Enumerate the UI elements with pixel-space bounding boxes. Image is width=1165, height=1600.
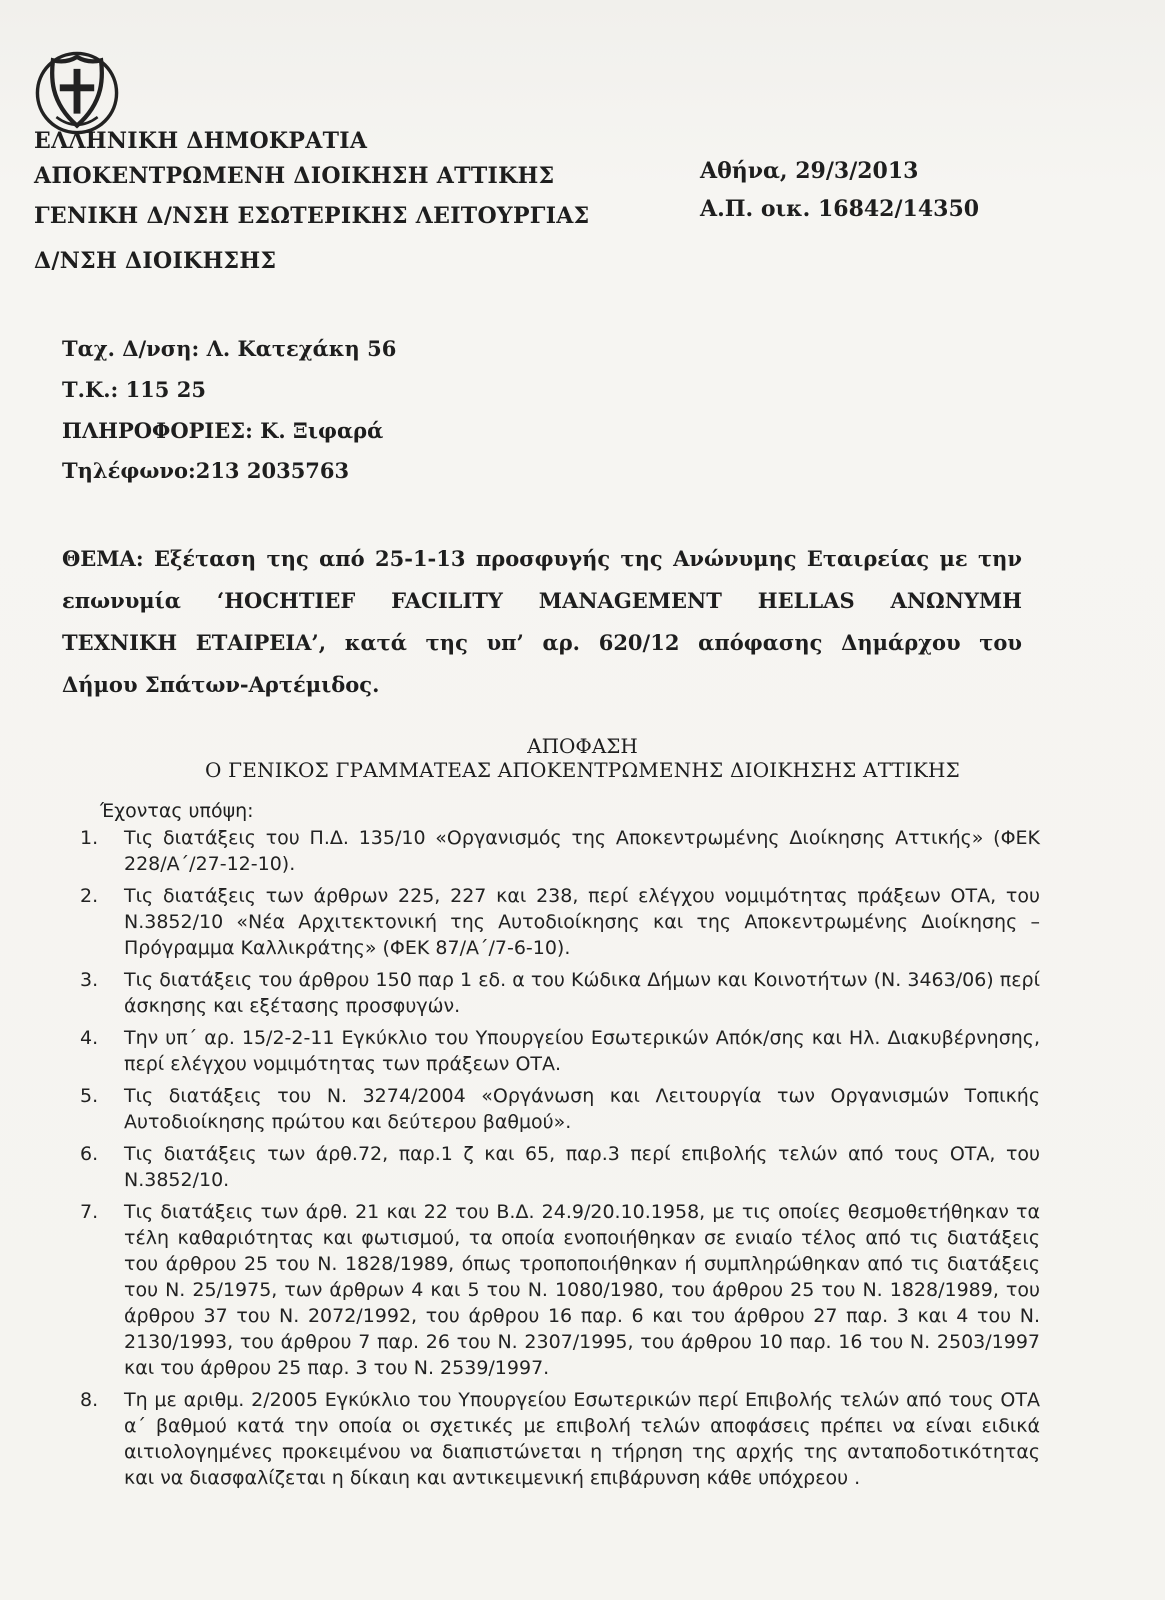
postal-address: Ταχ. Δ/νση: Λ. Κατεχάκη 56 [62, 336, 397, 361]
considerations-list [80, 825, 1040, 1497]
information-contact: ΠΛΗΡΟΦΟΡΙΕΣ: Κ. Ξιφαρά [62, 418, 384, 443]
decision-title: ΑΠΟΦΑΣΗ [527, 734, 638, 758]
given-intro: Έχοντας υπόψη: [100, 800, 254, 822]
document-date: Αθήνα, 29/3/2013 [700, 158, 919, 184]
header-directorate-general: ΓΕΝΙΚΗ Δ/ΝΣΗ ΕΣΩΤΕΡΙΚΗΣ ΛΕΙΤΟΥΡΓΙΑΣ [34, 203, 590, 229]
subject-line: ΘΕΜΑ: Εξέταση της από 25-1-13 προσφυγής της Ανώνυμης Εταιρείας με την [62, 546, 1022, 571]
header-country: ΕΛΛΗΝΙΚΗ ΔΗΜΟΚΡΑΤΙΑ [34, 128, 368, 154]
subject-line: Δήμου Σπάτων-Αρτέμιδος. [62, 672, 380, 697]
postal-code: Τ.Κ.: 115 25 [62, 377, 206, 402]
subject-line: επωνυμία ‘HOCHTIEF FACILITY MANAGEMENT HELLAS ΑΝΩΝΥΜΗ [62, 588, 1022, 613]
subject-block [62, 538, 1022, 706]
list-item: 3. Τις διατάξεις του άρθρου 150 παρ 1 εδ. α του Κώδικα Δήμων και Κοινοτήτων (Ν. 3463/06) περί άσκησης και εξέτασης προσφυγών. [80, 969, 1040, 1017]
subject-line: ΤΕΧΝΙΚΗ ΕΤΑΙΡΕΙΑ’, κατά της υπ’ αρ. 620/12 απόφασης Δημάρχου του [62, 630, 1022, 655]
list-item: 8. Τη με αριθμ. 2/2005 Εγκύκλιο του Υπουργείου Εσωτερικών περί Επιβολής τελών από τους ΟΤΑ α΄ βαθμού κατά την οποία οι σχετικές με επιβολή τελών αποφάσεις πρέπει να είναι ειδικά αιτιολογημένες προκειμένου να διαπιστώνεται η τήρηση της αρχής της ανταποδοτικότητας και να διασφαλίζεται η δίκαιη και αντικειμενική επιβάρυνση κάθε υπόχρεου . [80, 1389, 1040, 1489]
list-item: 6. Τις διατάξεις των άρθ.72, παρ.1 ζ και 65, παρ.3 περί επιβολής τελών από τους ΟΤΑ, του Ν.3852/10. [80, 1143, 1040, 1191]
header-directorate: Δ/ΝΣΗ ΔΙΟΙΚΗΣΗΣ [34, 248, 277, 274]
list-item: 5. Τις διατάξεις του Ν. 3274/2004 «Οργάνωση και Λειτουργία των Οργανισμών Τοπικής Αυτοδιοίκησης πρώτου και δεύτερου βαθμού». [80, 1085, 1040, 1133]
phone-number: Τηλέφωνο:213 2035763 [62, 458, 350, 483]
list-item: 2. Τις διατάξεις των άρθρων 225, 227 και 238, περί ελέγχου νομιμότητας πράξεων ΟΤΑ, του Ν.3852/10 «Νέα Αρχιτεκτονική της Αυτοδιοίκησης και της Αποκεντρωμένης Διοίκησης – Πρόγραμμα Καλλικράτης» (ΦΕΚ 87/Α΄/7-6-10). [80, 885, 1040, 959]
hellenic-republic-seal-icon [34, 50, 120, 136]
list-item: 7. Τις διατάξεις των άρθ. 21 και 22 του Β.Δ. 24.9/20.10.1958, με τις οποίες θεσμοθετήθηκαν τα τέλη καθαριότητας και φωτισμού, τα οποία ενοποιήθηκαν σε ενιαίο τέλος από τις διατάξεις του άρθρου 25 του Ν. 1828/1989, όπως τροποποιήθηκαν ή συμπληρώθηκαν από τις διατάξεις του Ν. 25/1975, των άρθρων 4 και 5 του Ν. 1080/1980, του άρθρου 25 του Ν. 1828/1989, του άρθρου 37 του Ν. 2072/1992, του άρθρου 16 παρ. 6 και του άρθρου 27 παρ. 3 και 4 του Ν. 2130/1993, του άρθρου 7 παρ. 26 του Ν. 2307/1995, του άρθρου 10 παρ. 16 του Ν. 2503/1997 και του άρθρου 25 παρ. 3 του Ν. 2539/1997. [80, 1201, 1040, 1379]
list-item: 4. Την υπ΄ αρ. 15/2-2-11 Εγκύκλιο του Υπουργείου Εσωτερικών Απόκ/σης και Ηλ. Διακυβέρνησης, περί ελέγχου νομιμότητας των πράξεων ΟΤΑ. [80, 1027, 1040, 1075]
list-item: 1. Τις διατάξεις του Π.Δ. 135/10 «Οργανισμός της Αποκεντρωμένης Διοίκησης Αττικής» (ΦΕΚ 228/Α΄/27-12-10). [80, 827, 1040, 875]
header-authority: ΑΠΟΚΕΝΤΡΩΜΕΝΗ ΔΙΟΙΚΗΣΗ ΑΤΤΙΚΗΣ [34, 163, 555, 189]
protocol-number: Α.Π. οικ. 16842/14350 [700, 196, 980, 222]
decision-subtitle: Ο ΓΕΝΙΚΟΣ ΓΡΑΜΜΑΤΕΑΣ ΑΠΟΚΕΝΤΡΩΜΕΝΗΣ ΔΙΟΙΚΗΣΗΣ ΑΤΤΙΚΗΣ [205, 758, 960, 782]
